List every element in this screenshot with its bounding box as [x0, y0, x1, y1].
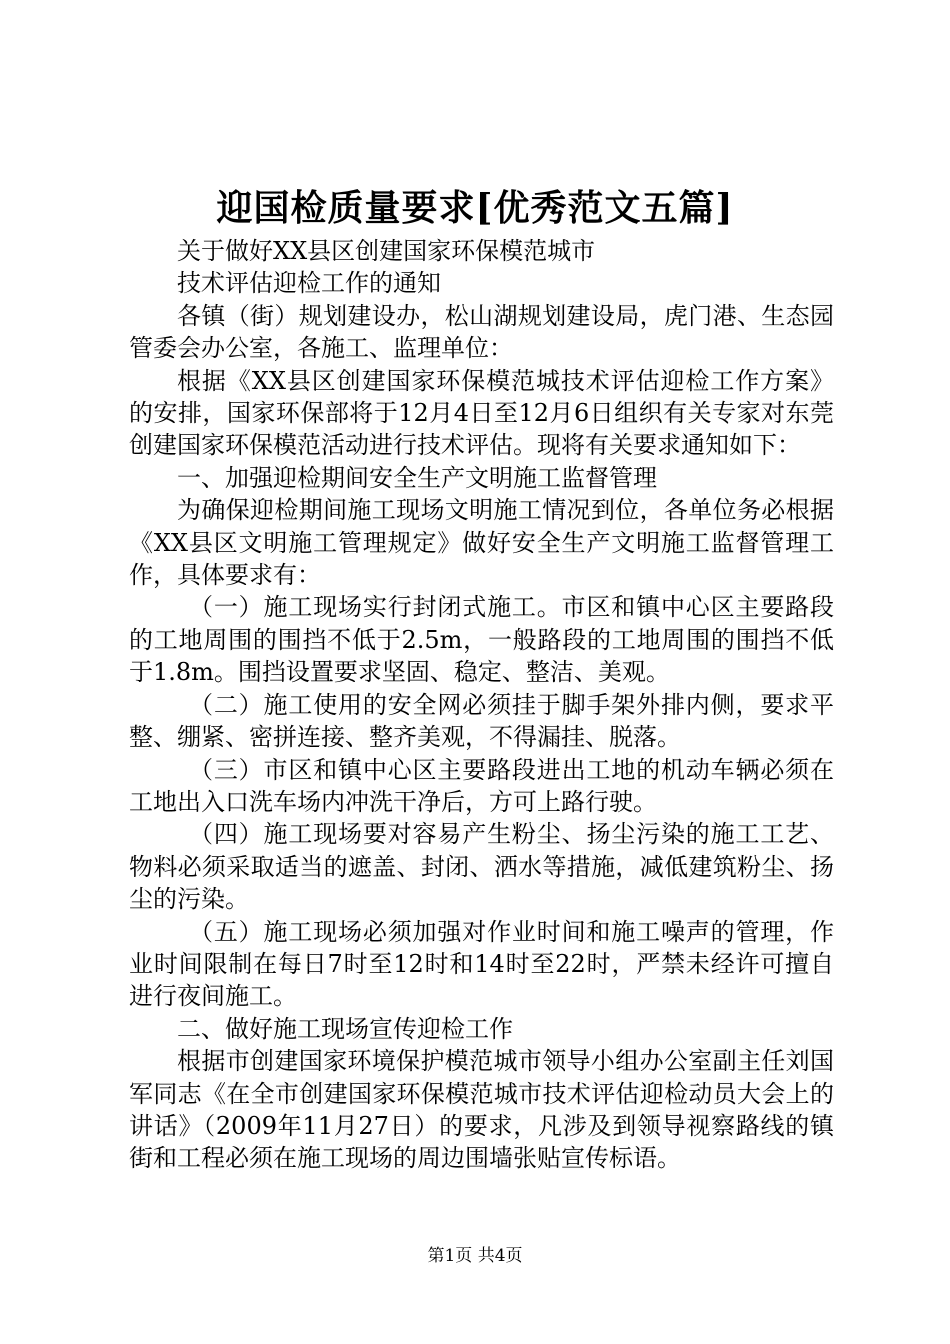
document-title: 迎国检质量要求[优秀范文五篇] — [216, 187, 734, 229]
section-heading-1: 一、加强迎检期间安全生产文明施工监督管理 — [177, 463, 657, 492]
requirement-item-4: （四）施工现场要对容易产生粉尘、扬尘污染的施工工艺、物料必须采取适当的遮盖、封闭、洒水等措施，减低建筑粉尘、扬尘的污染。 — [129, 820, 834, 914]
notice-heading-line-2: 技术评估迎检工作的通知 — [177, 269, 441, 298]
requirement-item-2: （二）施工使用的安全网必须挂于脚手架外排内侧，要求平整、绷紧、密拼连接、整齐美观，不得漏挂、脱落。 — [129, 690, 834, 752]
addressee-paragraph: 各镇（街）规划建设办，松山湖规划建设局，虎门港、生态园管委会办公室，各施工、监理单位： — [129, 301, 834, 363]
section-2-paragraph: 根据市创建国家环境保护模范城市领导小组办公室副主任刘国军同志《在全市创建国家环保模范城市技术评估迎检动员大会上的讲话》（2009年11月27日）的要求，凡涉及到领导视察路线的镇街和工程必须在施工现场的周边围墙张贴宣传标语。 — [129, 1047, 834, 1173]
notice-heading-line-1: 关于做好XX县区创建国家环保模范城市 — [177, 237, 596, 265]
section-1-paragraph: 为确保迎检期间施工现场文明施工情况到位，各单位务必根据《XX县区文明施工管理规定》做好安全生产文明施工监督管理工作，具体要求有： — [129, 496, 834, 590]
requirement-item-1: （一）施工现场实行封闭式施工。市区和镇中心区主要路段的工地周围的围挡不低于2.5m，一般路段的工地周围的围挡不低于1.8m。围挡设置要求坚固、稳定、整洁、美观。 — [129, 593, 834, 687]
intro-paragraph: 根据《XX县区创建国家环保模范城技术评估迎检工作方案》的安排，国家环保部将于12月4日至12月6日组织有关专家对东莞创建国家环保模范活动进行技术评估。现将有关要求通知如下： — [129, 366, 834, 460]
document-body — [129, 235, 834, 1175]
requirement-item-5: （五）施工现场必须加强对作业时间和施工噪声的管理，作业时间限制在每日7时至12时和14时至22时，严禁未经许可擅自进行夜间施工。 — [129, 917, 834, 1011]
section-heading-2: 二、做好施工现场宣传迎检工作 — [177, 1014, 513, 1043]
requirement-item-3: （三）市区和镇中心区主要路段进出工地的机动车辆必须在工地出入口洗车场内冲洗干净后，方可上路行驶。 — [129, 755, 834, 816]
page-footer: 第1页 共4页 — [427, 1246, 523, 1266]
